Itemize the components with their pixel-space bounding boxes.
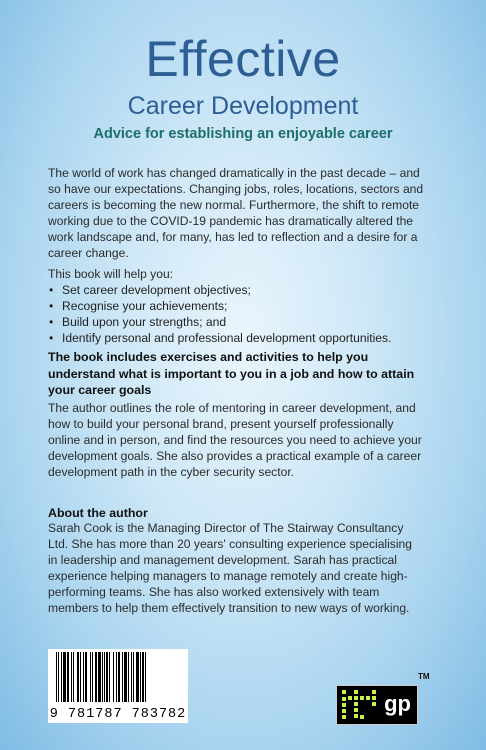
barcode-bar: [83, 652, 84, 702]
barcode-bar: [104, 652, 105, 702]
publisher-logo: [336, 685, 418, 725]
book-subtitle: Career Development: [127, 92, 359, 120]
list-item: • Identify personal and professional development opportunities.: [48, 330, 448, 346]
barcode-bar: [95, 652, 97, 702]
barcode-bar: [116, 652, 117, 702]
barcode-bar: [71, 652, 72, 702]
helps-intro: This book will help you:: [48, 267, 174, 281]
benefit-list: [48, 282, 448, 346]
barcode-bar: [80, 652, 81, 702]
barcode-bar: [106, 652, 108, 702]
barcode-bar: [102, 652, 103, 702]
barcode-bar: [124, 652, 127, 702]
book-title: Effective: [145, 31, 341, 87]
barcode-bar: [85, 652, 87, 702]
logo-gp-text: gp: [384, 691, 411, 716]
barcode-bars: [54, 652, 182, 704]
barcode-bar: [90, 652, 91, 702]
barcode-bar: [73, 652, 74, 702]
barcode-bar: [56, 652, 57, 702]
barcode-bar: [122, 652, 123, 702]
outline-paragraph: The author outlines the role of mentoring in career development, and how to build your personal brand, present yourself professionally online and in person, and find the resources you need to achieve your development goals. She also provides a practical example of a career development path in the cyber security sector.: [48, 401, 422, 480]
barcode-bar: [128, 652, 129, 702]
barcode-bar: [63, 652, 66, 702]
barcode-bar: [145, 652, 146, 702]
barcode-bar: [58, 652, 59, 702]
list-item: • Set career development objectives;: [48, 282, 448, 298]
barcode-bar: [109, 652, 110, 702]
barcode-bar: [98, 652, 101, 702]
barcode-bar: [133, 652, 134, 702]
barcode-bar: [131, 652, 132, 702]
barcode-bar: [142, 652, 144, 702]
barcode-bar: [92, 652, 93, 702]
it-logo-mark: [340, 687, 384, 723]
barcode-bar: [140, 652, 141, 702]
isbn-number: 9 781787 783782: [49, 707, 187, 722]
highlight-paragraph: The book includes exercises and activities to help you understand what is important to you in a job and how to attain your career goals: [48, 350, 415, 397]
barcode-bar: [113, 652, 114, 702]
intro-paragraph: The world of work has changed dramatically in the past decade – and so have our expectations. Changing jobs, roles, locations, sectors and careers is becoming the new normal. Furthermore, the shift to remote working due to the COVID-19 pandemic has dramatically altered the work landscape and, for many, has led to reflection and a desire for a career change.: [48, 166, 424, 261]
about-author-text: Sarah Cook is the Managing Director of The Stairway Consultancy Ltd. She has more than 20 years' consulting experience specialising in leadership and management development. Sarah has practical experience helping managers to manage remotely and create high-performing teams. She has also worked extensively with team members to help them effectively transition to new ways of working.: [48, 521, 412, 616]
about-author-heading: About the author: [48, 506, 148, 520]
book-tagline: Advice for establishing an enjoyable career: [93, 126, 393, 142]
trademark-mark: TM: [418, 672, 430, 681]
list-item: • Build upon your strengths; and: [48, 314, 448, 330]
barcode-bar: [118, 652, 120, 702]
barcode-bar: [67, 652, 69, 702]
barcode-bar: [61, 652, 62, 702]
isbn-barcode: [48, 649, 188, 723]
list-item: • Recognise your achievements;: [48, 298, 448, 314]
barcode-bar: [77, 652, 79, 702]
barcode-bar: [136, 652, 139, 702]
